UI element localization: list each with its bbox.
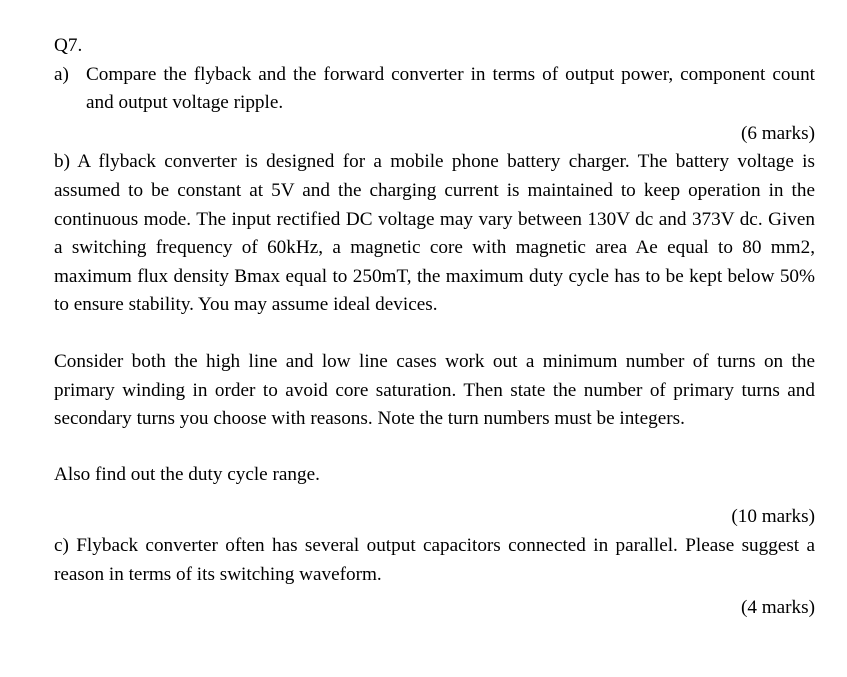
part-b-body: A flyback converter is designed for a mobile phone battery charger. The battery voltage is assumed to be constant at 5V and the charging current is maintained to keep operation in the continuous mode. The input rectified DC voltage may vary between 130V dc and 373V dc. Given a switching frequency of 60kHz, a magnetic core with magnetic area Ae equal to 80 mm2, maximum flux density Bmax equal to 250mT, the maximum duty cycle has to be kept below 50% to ensure stability. You may assume ideal devices.: [54, 151, 815, 316]
part-b-marks: (10 marks): [731, 506, 815, 528]
question-page: [54, 32, 815, 623]
part-c-marks: (4 marks): [740, 597, 815, 619]
part-b-paragraph-3: Also find out the duty cycle range.: [54, 463, 320, 485]
part-a-marks: (6 marks): [740, 122, 815, 144]
part-a-label: a): [54, 63, 69, 85]
part-a: [54, 61, 815, 118]
part-b-paragraph-2: Consider both the high line and low line cases work out a minimum number of turns on the primary winding in order to avoid core saturation. Then state the number of primary turns and secondary turns you choose with reasons. Note the turn numbers must be integers.: [54, 350, 815, 430]
part-b-label: b): [54, 151, 70, 173]
part-c-body: Flyback converter often has several output capacitors connected in parallel. Please suggest a reason in terms of its switching waveform.: [54, 534, 816, 585]
question-number: Q7.: [54, 35, 83, 56]
part-a-text: Compare the flyback and the forward converter in terms of output power, component count and output voltage ripple.: [86, 63, 815, 114]
part-c-text: [54, 532, 815, 589]
part-c-label: c): [54, 534, 69, 556]
part-b-text: [54, 148, 815, 320]
